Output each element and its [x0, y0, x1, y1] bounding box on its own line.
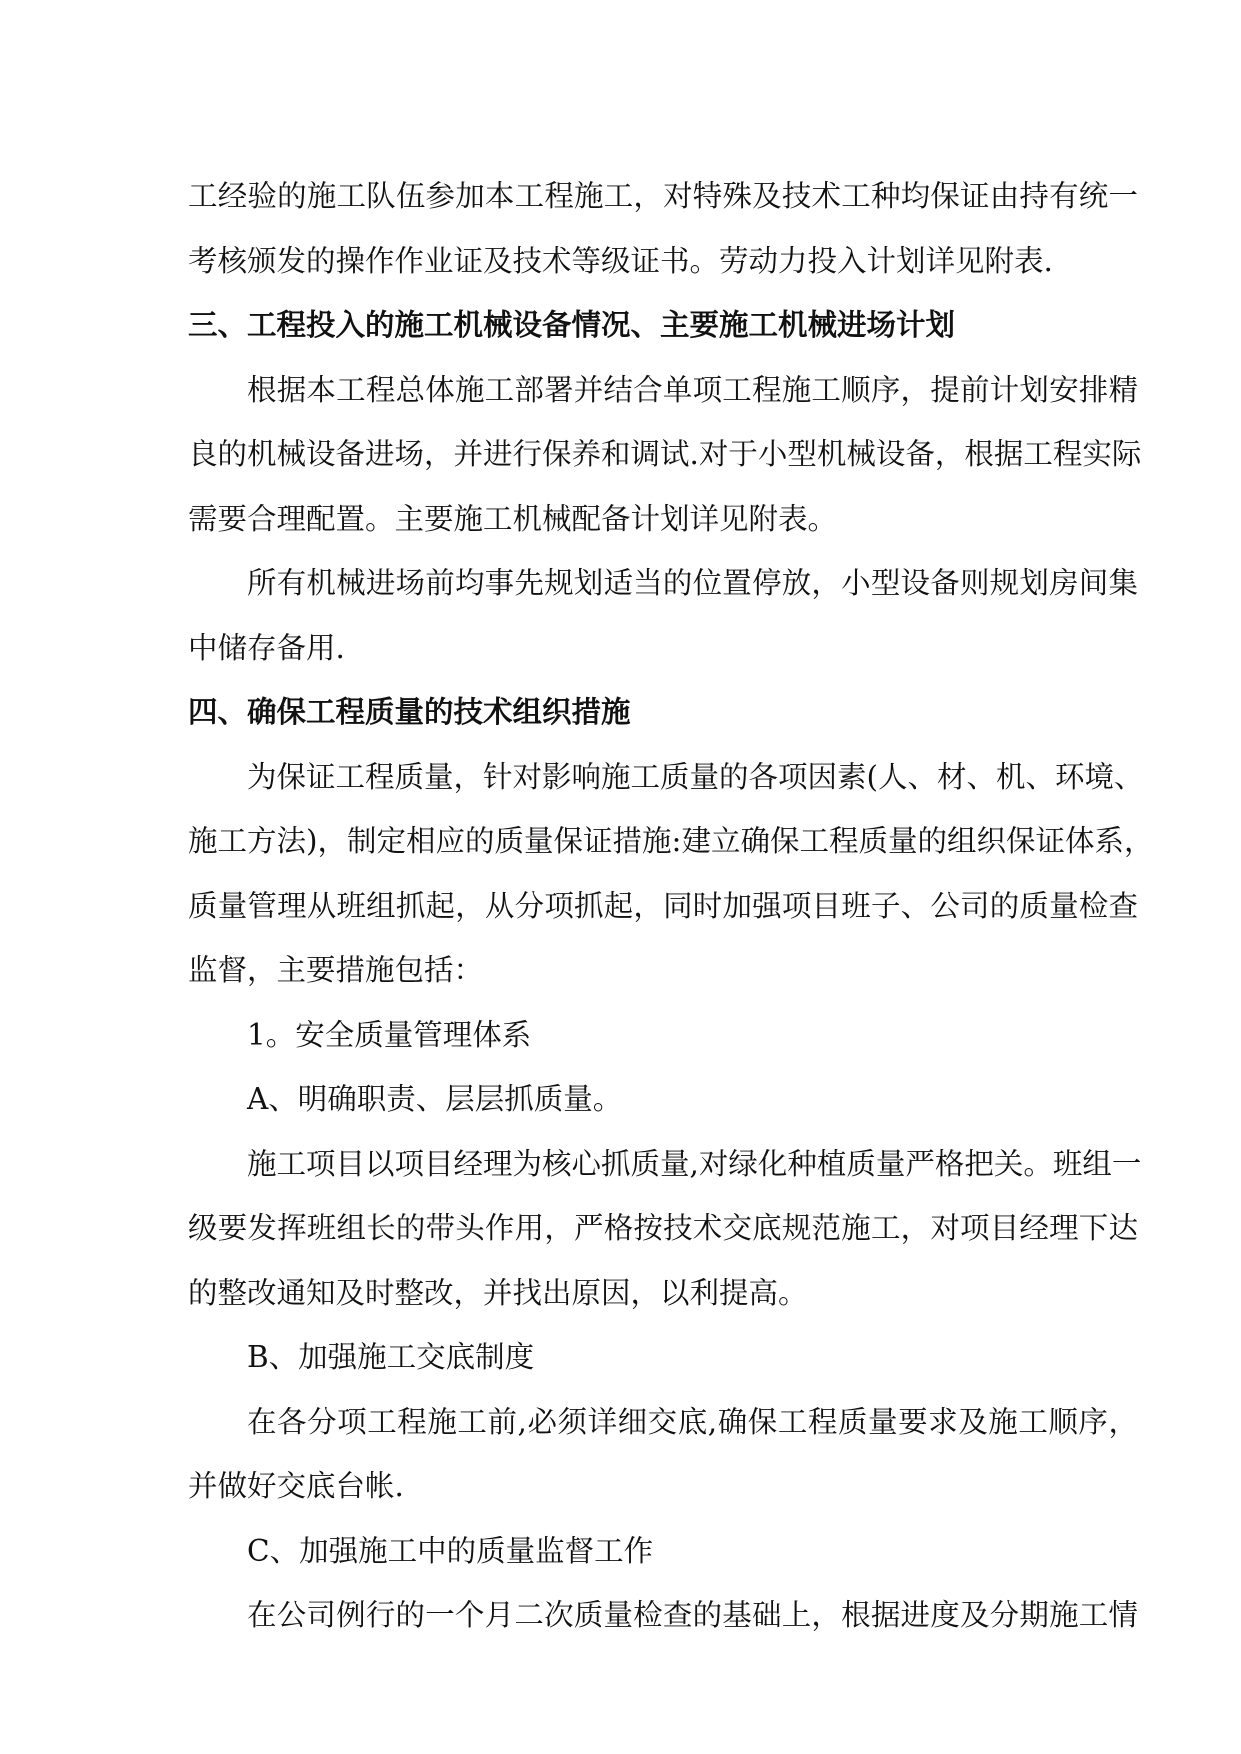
- document-body: [188, 164, 1154, 1648]
- paragraph-line: 的整改通知及时整改，并找出原因，以利提高。: [188, 1275, 808, 1310]
- paragraph-line: 良的机械设备进场，并进行保养和调试.对于小型机械设备，根据工程实际: [188, 437, 1142, 471]
- paragraph-line: 并做好交底台帐.: [188, 1469, 404, 1503]
- paragraph-line: 根据本工程总体施工部署并结合单项工程施工顺序，提前计划安排精: [247, 372, 1138, 407]
- section-heading-3: 三、工程投入的施工机械设备情况、主要施工机械进场计划: [188, 308, 956, 342]
- paragraph-line: 在各分项工程施工前,必须详细交底,确保工程质量要求及施工顺序，: [247, 1404, 1138, 1439]
- paragraph-line: 工经验的施工队伍参加本工程施工，对特殊及技术工种均保证由持有统一: [188, 179, 1138, 213]
- paragraph-line: 中储存备用.: [188, 630, 345, 665]
- paragraph-line: 级要发挥班组长的带头作用，严格按技术交底规范施工，对项目经理下达: [188, 1211, 1138, 1245]
- paragraph-line: 为保证工程质量，针对影响施工质量的各项因素(人、材、机、环境、: [247, 759, 1144, 794]
- section-heading-4: 四、确保工程质量的技术组织措施: [188, 695, 631, 729]
- subsection-title: B、加强施工交底制度: [247, 1340, 535, 1374]
- subsection-title: A、明确职责、层层抓质量。: [247, 1082, 623, 1116]
- paragraph-line: 质量管理从班组抓起，从分项抓起，同时加强项目班子、公司的质量检查: [188, 888, 1138, 923]
- paragraph-line: 在公司例行的一个月二次质量检查的基础上，根据进度及分期施工情: [247, 1598, 1138, 1632]
- paragraph-line: 需要合理配置。主要施工机械配备计划详见附表。: [188, 501, 838, 536]
- paragraph-line: 所有机械进场前均事先规划适当的位置停放，小型设备则规划房间集: [247, 566, 1138, 600]
- paragraph-line: 考核颁发的操作作业证及技术等级证书。劳动力投入计划详见附表.: [188, 243, 1053, 278]
- subsection-title: C、加强施工中的质量监督工作: [247, 1533, 654, 1568]
- subsection-title: 1。安全质量管理体系: [247, 1017, 532, 1052]
- paragraph-line: 监督，主要措施包括：: [188, 953, 484, 987]
- paragraph-line: 施工方法)，制定相应的质量保证措施:建立确保工程质量的组织保证体系，: [188, 824, 1154, 858]
- paragraph-line: 施工项目以项目经理为核心抓质量,对绿化种植质量严格把关。班组一: [247, 1146, 1142, 1181]
